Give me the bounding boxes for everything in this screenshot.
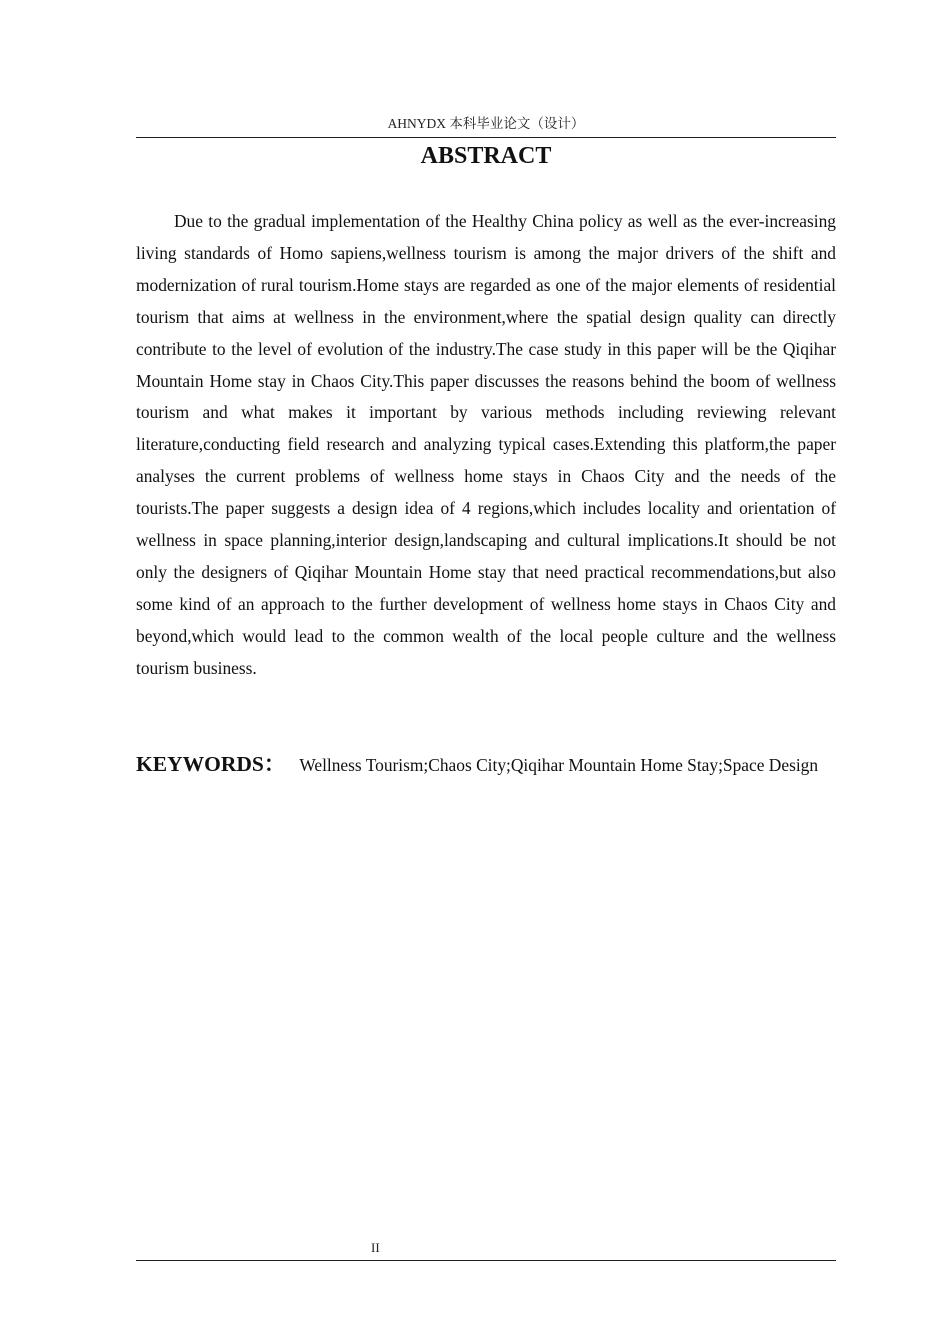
- footer-rule: [136, 1260, 836, 1261]
- keywords-label: KEYWORDS：: [136, 752, 286, 776]
- abstract-body: Due to the gradual implementation of the Healthy China policy as well as the ever-increasing living standards of Homo sapiens,wellness tourism is among the major drivers of the shift and modernization of rural tourism.Home stays are regarded as one of the major elements of residential tourism that aims at wellness in the environment,where the spatial design quality can directly contribute to the level of evolution of the industry.The case study in this paper will be the Qiqihar Mountain Home stay in Chaos City.This paper discusses the reasons behind the boom of wellness tourism and what makes it important by various methods including reviewing relevant literature,conducting field research and analyzing typical cases.Extending this platform,the paper analyses the current problems of wellness home stays in Chaos City and the needs of the tourists.The paper suggests a design idea of 4 regions,which includes locality and orientation of wellness in space planning,interior design,landscaping and cultural implications.It should be not only the designers of Qiqihar Mountain Home stay that need practical recommendations,but also some kind of an approach to the further development of wellness home stays in Chaos City and beyond,which would lead to the common wealth of the local people culture and the wellness tourism business.: [136, 211, 836, 678]
- running-header: AHNYDX 本科毕业论文（设计）: [387, 116, 585, 131]
- header-rule: [136, 137, 836, 138]
- abstract-heading: ABSTRACT: [420, 143, 552, 169]
- keywords-text: Wellness Tourism;Chaos City;Qiqihar Mountain Home Stay;Space Design: [299, 755, 819, 775]
- page-number: II: [371, 1240, 380, 1255]
- keywords-paragraph: [136, 749, 836, 782]
